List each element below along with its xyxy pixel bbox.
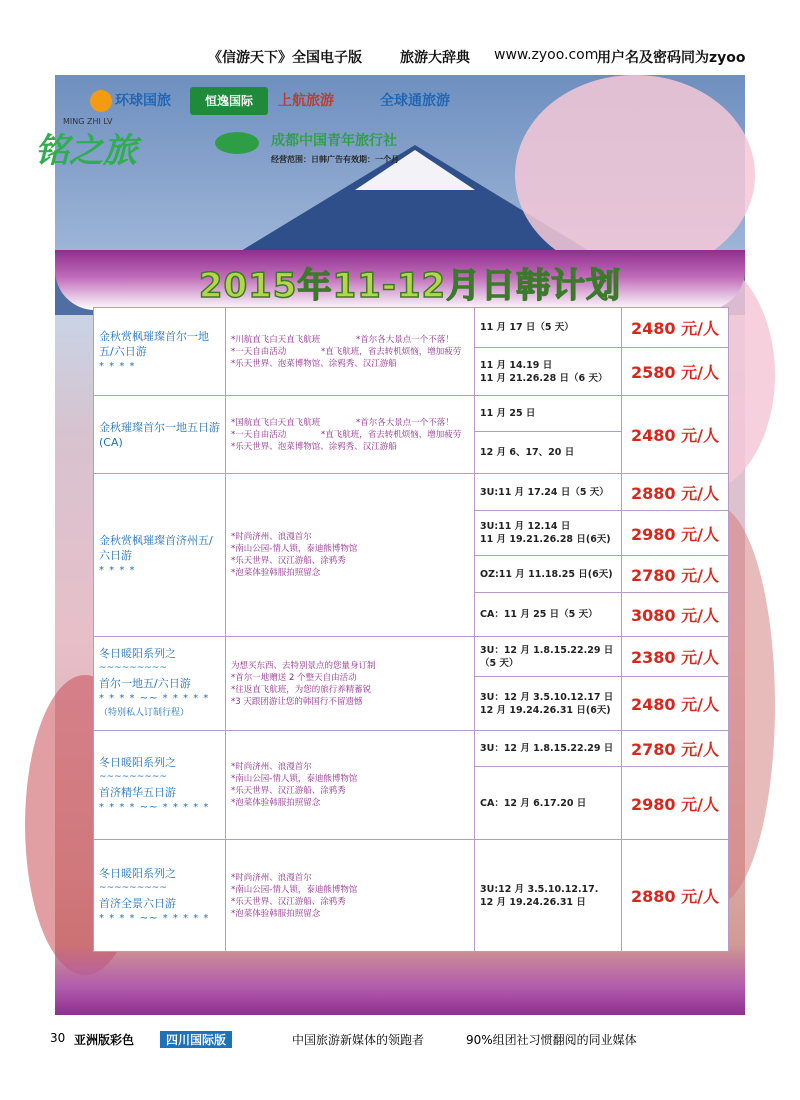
publication-title: 《信游天下》全国电子版 xyxy=(208,50,362,66)
route-name xyxy=(94,840,226,952)
route-features xyxy=(226,731,475,840)
departure-date: 3U：12 月 1.8.15.22.29 日 xyxy=(475,731,622,767)
route-note: （特别私人订制行程） xyxy=(99,708,190,718)
feature-item: *时尚济州、浪漫首尔 xyxy=(231,872,312,883)
route-series: 冬日暖阳系列之 xyxy=(99,647,176,660)
departure-date: OZ:11 月 11.18.25 日(6天) xyxy=(475,556,622,593)
route-title: 金秋赏枫璀璨首济州五/六日游 xyxy=(99,533,213,562)
route-name xyxy=(94,637,226,731)
route-title: 首济精华五日游 xyxy=(99,786,176,799)
website-link[interactable]: www.zyoo.com xyxy=(494,47,599,63)
footer-wave xyxy=(55,945,745,1015)
feature-item: *一天自由活动 xyxy=(231,429,287,440)
route-stars: * * * * xyxy=(99,361,136,372)
page-footer xyxy=(0,1031,800,1051)
route-features xyxy=(226,474,475,637)
departure-date: 3U:12 月 3.5.10.12.17. 12 月 19.24.26.31 日 xyxy=(475,840,622,952)
price: 2480 元/人 xyxy=(622,396,729,474)
route-name xyxy=(94,308,226,396)
route-stars: * * * * ~~ * * * * * xyxy=(99,802,210,813)
feature-item: *乐天世界、汉江游船、涂鸦秀 xyxy=(231,556,346,566)
departure-date: 12 月 6、17、20 日 xyxy=(475,432,622,474)
departure-date: 11 月 17 日（5 天） xyxy=(475,308,622,348)
dictionary-label: 旅游大辞典 xyxy=(400,50,470,66)
route-divider: ~~~~~~~~~ xyxy=(99,772,167,782)
edition-badge: 四川国际版 xyxy=(160,1031,232,1048)
price: 2380 元/人 xyxy=(622,637,729,677)
price: 2980 元/人 xyxy=(622,767,729,840)
route-title: 金秋赏枫璀璨首尔一地五/六日游 xyxy=(99,330,209,358)
cherry-blossom xyxy=(515,75,755,275)
universal-travel-icon xyxy=(90,90,112,112)
feature-item: *一天自由活动 xyxy=(231,346,287,357)
sal-tours-logo: 上航旅游 xyxy=(278,93,334,109)
feature-line xyxy=(231,334,469,346)
feature-item: *泡菜体验韩服拍照留念 xyxy=(231,908,321,919)
universal-travel-text: 环球国旅 xyxy=(115,93,171,109)
feature-item: *南山公园-情人锁，泰迪熊博物馆 xyxy=(231,774,358,784)
departure-date: 3U:11 月 17.24 日（5 天） xyxy=(475,474,622,511)
price: 2480 元/人 xyxy=(622,308,729,348)
feature-item: *乐天世界、汉江游船、涂鸦秀 xyxy=(231,786,346,796)
slogan-secondary: 90%组团社习惯翻阅的同业媒体 xyxy=(466,1033,637,1047)
departure-date: 3U：12 月 3.5.10.12.17 日 12 月 19.24.26.31 日(6天) xyxy=(475,677,622,731)
feature-item: *国航直飞白天直飞航班 xyxy=(231,417,321,428)
route-series: 冬日暖阳系列之 xyxy=(99,756,176,769)
feature-line xyxy=(231,417,469,429)
schedule-table xyxy=(93,307,729,952)
page-number: 30 xyxy=(50,1031,66,1045)
feature-item: *直飞航班，省去转机烦恼，增加疲劳 xyxy=(321,429,462,440)
page-title: 2015年11-12月日韩计划 xyxy=(198,266,622,306)
feature-item: *乐天世界、泡菜博物馆、涂鸦秀、汉江游船 xyxy=(231,441,397,452)
agency-scope: 经营范围：日韩广告有效期：一个月 xyxy=(271,155,399,164)
feature-item: *往返直飞航班，为您的旅行养精蓄锐 xyxy=(231,684,372,695)
departure-date: 11 月 25 日 xyxy=(475,396,622,432)
feature-item: 为想买东西、去特别景点的您量身订制 xyxy=(231,660,376,671)
feature-line xyxy=(231,429,469,441)
route-features xyxy=(226,840,475,952)
price: 2780 元/人 xyxy=(622,731,729,767)
route-stars: * * * * xyxy=(99,564,136,576)
universal-travel-logo xyxy=(90,87,171,115)
ming-zhi-lv-pinyin: MING ZHI LV xyxy=(63,117,113,126)
route-name xyxy=(94,731,226,840)
departure-date: 11 月 14.19 日 11 月 21.26.28 日（6 天） xyxy=(475,348,622,396)
feature-item: *乐天世界、汉江游船、涂鸦秀 xyxy=(231,896,346,907)
price: 2580 元/人 xyxy=(622,348,729,396)
route-features xyxy=(226,396,475,474)
top-header xyxy=(0,47,800,71)
route-name xyxy=(94,474,226,637)
price: 3080 元/人 xyxy=(622,593,729,637)
departure-date: CA：11 月 25 日（5 天） xyxy=(475,593,622,637)
global-tourism-logo: 全球通旅游 xyxy=(380,93,450,109)
feature-item: *川航直飞白天直飞航班 xyxy=(231,334,321,345)
feature-item: *时尚济州、浪漫首尔 xyxy=(231,762,312,772)
price: 2880 元/人 xyxy=(622,840,729,952)
feature-item: *时尚济州、浪漫首尔 xyxy=(231,532,312,542)
agency-name: 成都中国青年旅行社 xyxy=(271,133,397,149)
price: 2480 元/人 xyxy=(622,677,729,731)
departure-date: 3U:11 月 12.14 日 11 月 19.21.26.28 日(6天) xyxy=(475,511,622,556)
feature-item: *3 天跟团游让您的韩国行不留遗憾 xyxy=(231,696,363,707)
feature-item: *南山公园-情人锁，泰迪熊博物馆 xyxy=(231,544,358,554)
price: 2780 元/人 xyxy=(622,556,729,593)
feature-item: *直飞航班，省去转机烦恼，增加疲劳 xyxy=(321,346,462,357)
feature-item: *乐天世界、泡菜博物馆、涂鸦秀、汉江游船 xyxy=(231,358,397,369)
ming-zhi-lv-logo xyxy=(35,117,185,173)
feature-item: *首尔一地赠送 2 个整天自由活动 xyxy=(231,672,357,683)
route-title: 首尔一地五/六日游 xyxy=(99,677,191,690)
route-features xyxy=(226,308,475,396)
route-features xyxy=(226,637,475,731)
route-divider: ~~~~~~~~~ xyxy=(99,882,167,893)
price: 2980 元/人 xyxy=(622,511,729,556)
departure-date: 3U：12 月 1.8.15.22.29 日 （5 天） xyxy=(475,637,622,677)
feature-item: *首尔各大景点一个不落！ xyxy=(356,417,454,428)
route-title: 首济全景六日游 xyxy=(99,896,176,910)
feature-item: *泡菜体验韩服拍照留念 xyxy=(231,798,321,808)
feature-item: *首尔各大景点一个不落！ xyxy=(356,334,454,345)
route-stars: * * * * ~~ * * * * * xyxy=(99,912,210,924)
departure-date: CA：12 月 6.17.20 日 xyxy=(475,767,622,840)
heng-yi-logo: 恒逸国际 xyxy=(190,87,268,115)
agency-logo-icon xyxy=(215,132,259,154)
route-series: 冬日暖阳系列之 xyxy=(99,866,176,880)
slogan-primary: 中国旅游新媒体的领跑者 xyxy=(292,1033,425,1047)
publication-edition: 亚洲版彩色 xyxy=(74,1033,135,1047)
route-name: 金秋璀璨首尔一地五日游(CA) xyxy=(94,396,226,474)
price: 2880 元/人 xyxy=(622,474,729,511)
feature-item: *南山公园-情人锁，泰迪熊博物馆 xyxy=(231,884,358,895)
agency-block xyxy=(215,130,485,174)
ming-zhi-lv-text: 铭之旅 xyxy=(35,131,137,171)
route-stars: * * * * ~~ * * * * * xyxy=(99,693,210,704)
login-note: 用户名及密码同为zyoo xyxy=(597,50,746,66)
feature-line xyxy=(231,346,469,358)
feature-item: *泡菜体验韩服拍照留念 xyxy=(231,568,321,578)
route-divider: ~~~~~~~~~ xyxy=(99,663,167,673)
